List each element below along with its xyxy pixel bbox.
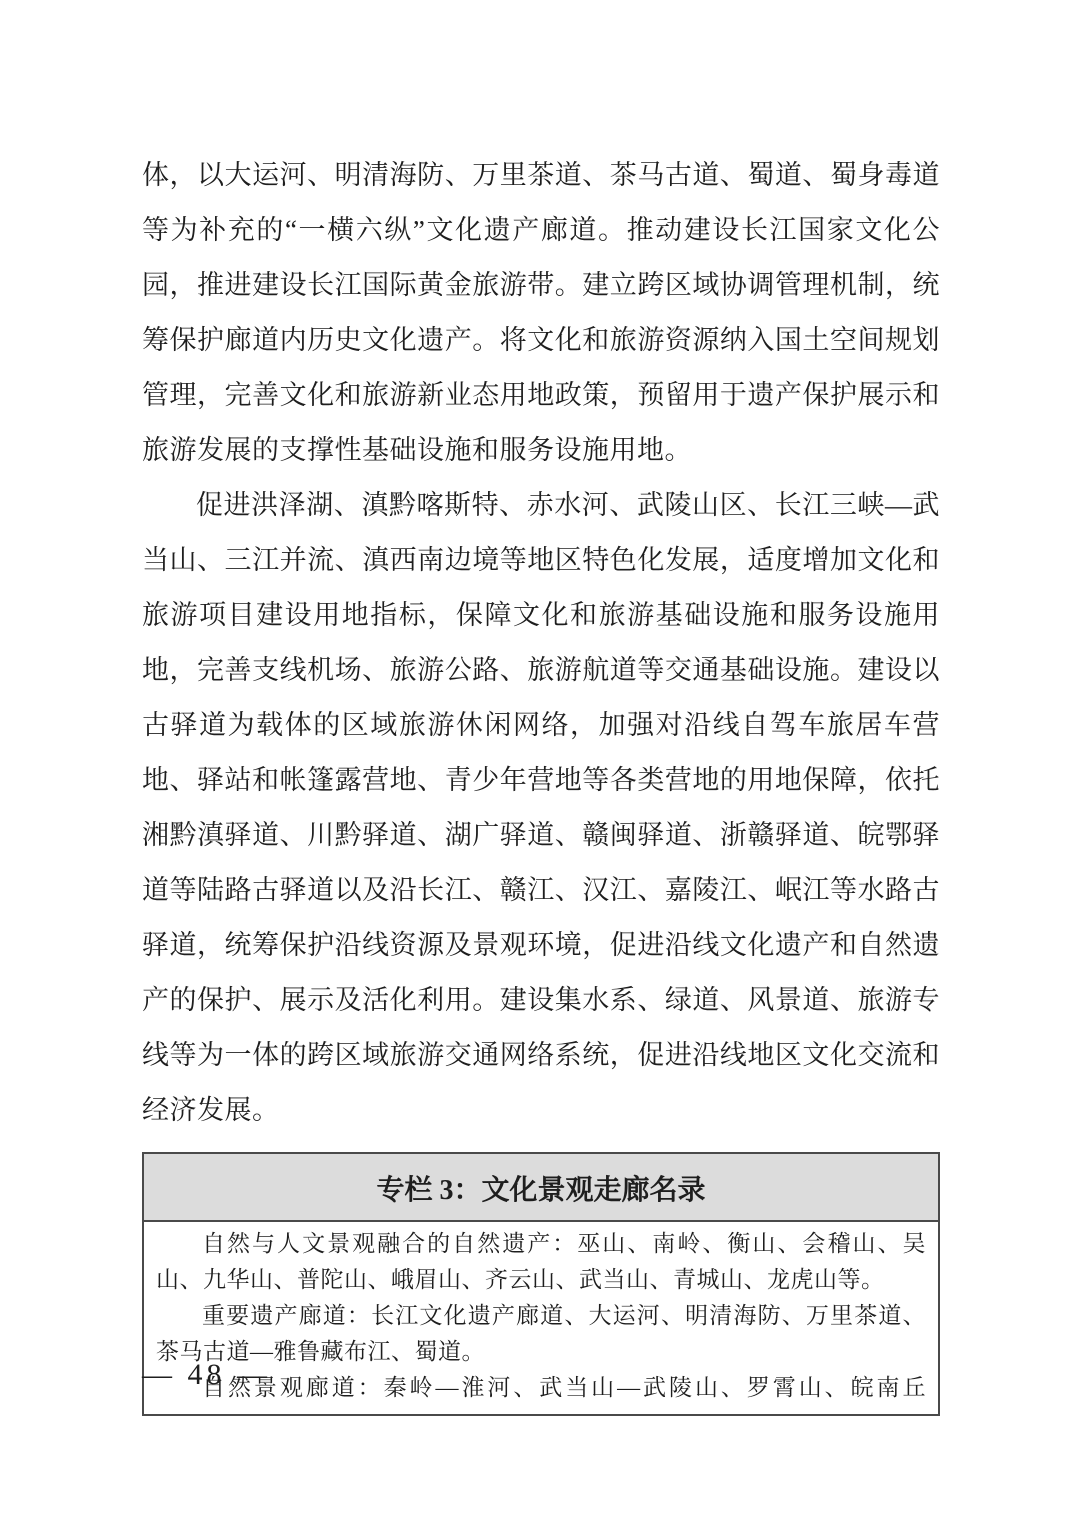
page-number: — 48 — (142, 1358, 271, 1391)
body-paragraph-2: 促进洪泽湖、滇黔喀斯特、赤水河、武陵山区、长江三峡—武当山、三江并流、滇西南边境等地区特色化发展，适度增加文化和旅游项目建设用地指标，保障文化和旅游基础设施和服务设施用地，完善支线机场、旅游公路、旅游航道等交通基础设施。建设以古驿道为载体的区域旅游休闲网络，加强对沿线自驾车旅居车营地、驿站和帐篷露营地、青少年营地等各类营地的用地保障，依托湘黔滇驿道、川黔驿道、湖广驿道、赣闽驿道、浙赣驿道、皖鄂驿道等陆路古驿道以及沿长江、赣江、汉江、嘉陵江、岷江等水路古驿道，统筹保护沿线资源及景观环境，促进沿线文化遗产和自然遗产的保护、展示及活化利用。建设集水系、绿道、风景道、旅游专线等为一体的跨区域旅游交通网络系统，促进沿线地区文化交流和经济发展。 (142, 490, 940, 1125)
box-item-natural-heritage: 自然与人文景观融合的自然遗产：巫山、南岭、衡山、会稽山、吴山、九华山、普陀山、峨眉山、齐云山、武当山、青城山、龙虎山等。 (156, 1231, 926, 1292)
column-box-title: 专栏 3：文化景观走廊名录 (144, 1154, 938, 1222)
body-paragraph-1: 体，以大运河、明清海防、万里茶道、茶马古道、蜀道、蜀身毒道等为补充的“一横六纵”文化遗产廊道。推动建设长江国家文化公园，推进建设长江国际黄金旅游带。建立跨区域协调管理机制，统筹保护廊道内历史文化遗产。将文化和旅游资源纳入国土空间规划管理，完善文化和旅游新业态用地政策，预留用于遗产保护展示和旅游发展的支撑性基础设施和服务设施用地。 (142, 160, 940, 465)
box-item-natural-corridors: 自然景观廊道：秦岭—淮河、武当山—武陵山、罗霄山、皖南丘 (202, 1375, 926, 1400)
box-item-heritage-corridors: 重要遗产廊道：长江文化遗产廊道、大运河、明清海防、万里茶道、茶马古道—雅鲁藏布江、蜀道。 (156, 1303, 926, 1364)
page-body (142, 148, 940, 1416)
